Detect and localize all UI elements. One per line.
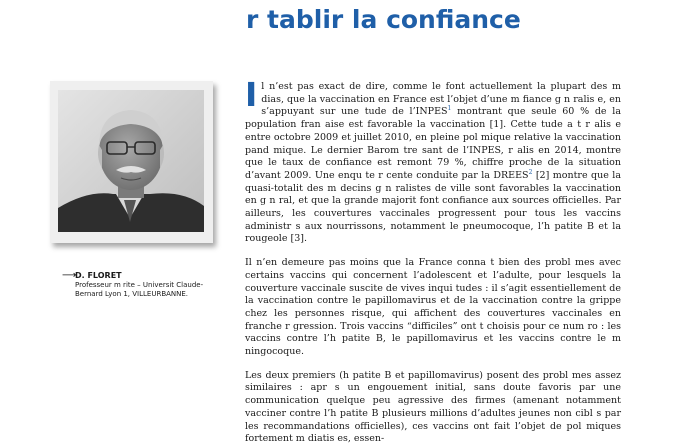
author-credit <box>62 270 215 299</box>
author-photo-frame <box>50 81 213 243</box>
paragraph <box>245 75 621 246</box>
paragraph-text: montrant que seule 60 % de la population fran aise est favorable la vaccination [1]. Cette tude a t r alis e entre octobre 2009 et juillet 2010, en pleine pol mique relative la vaccination pand mique. Le dernier Barom tre sant de l’INPES, r alis en 2014, montre que le taux de confiance est remont 79 %, chiffre proche de la situation d’avant 2009. Une enqu te r cente conduite par la DREES <box>245 106 621 181</box>
paragraph: Il n’en demeure pas moins que la France conna t bien des probl mes avec certains vaccins qui concernent l’adolescent et l’adulte, pour lesquels la couverture vaccinale suscite de vives inqui tudes : il s’agit essentiellement de la vaccination contre le papillomavirus et de la vaccination contre la grippe chez les personnes risque, qui affichent des couvertures vaccinales en franche r gression. Trois vaccins “difficiles” ont t choisis pour ce num ro : les vaccins contre l’h patite B, le papillomavirus et les vaccins contre le m ningocoque. <box>245 257 621 358</box>
paragraph: Les deux premiers (h patite B et papillomavirus) posent des probl mes assez similaires : apr s un engouement initial, sans doute favoris par une communication quelque peu agressive des firmes (amenant notamment vacciner contre l’h patite B plusieurs millions d’adultes jeunes non cibl s par les recommandations officielles), ces vaccins ont fait l’objet de pol miques fortement m diatis es, essen- <box>245 369 621 445</box>
portrait-image <box>58 90 204 232</box>
drop-cap: I <box>245 75 258 114</box>
paragraph-text: [2] montre que la quasi-totalit des m decins g n ralistes de ville sont favorables la vaccination en g n ral, et que la grande majorit font confiance aux sources officielles. Par ailleurs, les couvertures vaccinales progressent pour tous les vaccins administr s aux nourrissons, notamment le pneumocoque, l’h patite B et la rougeole [3]. <box>245 169 621 245</box>
footnote-marker: 2 <box>528 168 533 176</box>
arrow-icon: ⟶ <box>62 270 77 281</box>
footnote-marker: 1 <box>447 105 452 113</box>
author-name: D. FLORET <box>75 271 122 280</box>
article-body <box>245 75 621 446</box>
article-title: r tablir la confiance <box>246 5 521 34</box>
paragraph-text: l n’est pas exact de dire, comme le font actuellement la plupart des m dias, que la vaccination en France est l’objet d’une m fiance g n ralis e, en s’appuyant sur une tude de l’INPES <box>261 81 621 118</box>
author-affiliation: Professeur m rite – Universit Claude-Bernard Lyon 1, VILLEURBANNE. <box>75 281 204 298</box>
author-photo <box>58 90 204 232</box>
